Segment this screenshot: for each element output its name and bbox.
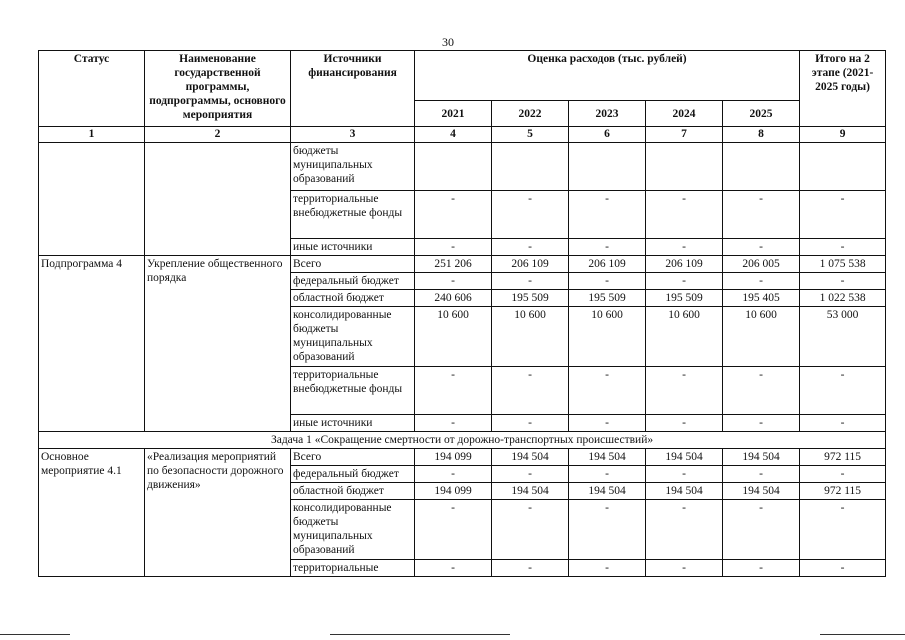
value-cell: - (800, 560, 886, 577)
value-cell: - (646, 466, 723, 483)
value-cell: - (492, 273, 569, 290)
value-cell: - (646, 500, 723, 560)
source-cell: консолидированные бюджеты муниципальных образований (291, 307, 415, 367)
value-cell: - (415, 560, 492, 577)
value-cell: 53 000 (800, 307, 886, 367)
value-cell: 206 005 (723, 256, 800, 273)
value-cell: - (723, 415, 800, 432)
source-cell: территориальные внебюджетные фонды (291, 367, 415, 415)
source-cell: иные источники (291, 239, 415, 256)
value-cell: - (800, 367, 886, 415)
value-cell: - (646, 367, 723, 415)
value-cell: 194 504 (723, 483, 800, 500)
value-cell: - (492, 239, 569, 256)
value-cell: - (492, 560, 569, 577)
scan-artifact-line (0, 634, 70, 635)
table-row (39, 256, 886, 273)
value-cell: 1 075 538 (800, 256, 886, 273)
value-cell: 251 206 (415, 256, 492, 273)
value-cell: - (723, 367, 800, 415)
source-cell: бюджеты муниципальных образований (291, 143, 415, 191)
source-cell: Всего (291, 449, 415, 466)
value-cell (569, 143, 646, 191)
source-cell: федеральный бюджет (291, 273, 415, 290)
index-cell: 6 (569, 127, 646, 143)
source-cell: территориальные (291, 560, 415, 577)
value-cell: - (646, 560, 723, 577)
value-cell: 10 600 (415, 307, 492, 367)
index-cell: 3 (291, 127, 415, 143)
value-cell: 972 115 (800, 449, 886, 466)
value-cell: 195 509 (569, 290, 646, 307)
value-cell: - (415, 191, 492, 239)
value-cell: - (492, 191, 569, 239)
index-cell: 7 (646, 127, 723, 143)
table-header (39, 51, 886, 143)
task-title: Задача 1 «Сокращение смертности от дорожно-транспортных происшествий» (39, 432, 886, 449)
index-cell: 4 (415, 127, 492, 143)
value-cell: 10 600 (646, 307, 723, 367)
value-cell: - (569, 367, 646, 415)
value-cell: - (415, 466, 492, 483)
header-year-2024: 2024 (646, 101, 723, 127)
value-cell (492, 143, 569, 191)
value-cell: 10 600 (492, 307, 569, 367)
value-cell: - (800, 191, 886, 239)
value-cell: 194 504 (569, 483, 646, 500)
value-cell: - (723, 191, 800, 239)
header-total: Итого на 2 этапе (2021-2025 годы) (800, 51, 886, 127)
value-cell: 194 504 (492, 449, 569, 466)
value-cell: 206 109 (569, 256, 646, 273)
value-cell: 194 099 (415, 483, 492, 500)
value-cell: - (569, 273, 646, 290)
value-cell: 194 504 (492, 483, 569, 500)
value-cell: - (723, 560, 800, 577)
page-number: 30 (442, 35, 454, 49)
table-body (39, 143, 886, 577)
value-cell: - (415, 273, 492, 290)
value-cell: - (800, 239, 886, 256)
value-cell: 10 600 (723, 307, 800, 367)
value-cell: - (723, 273, 800, 290)
source-cell: консолидированные бюджеты муниципальных образований (291, 500, 415, 560)
index-cell: 9 (800, 127, 886, 143)
header-status: Статус (39, 51, 145, 127)
value-cell (415, 143, 492, 191)
value-cell (800, 143, 886, 191)
value-cell: - (723, 466, 800, 483)
value-cell: - (646, 415, 723, 432)
value-cell: 194 099 (415, 449, 492, 466)
header-year-2025: 2025 (723, 101, 800, 127)
value-cell: 240 606 (415, 290, 492, 307)
source-cell: иные источники (291, 415, 415, 432)
value-cell: 195 509 (492, 290, 569, 307)
source-cell: федеральный бюджет (291, 466, 415, 483)
value-cell: 194 504 (723, 449, 800, 466)
value-cell: - (646, 239, 723, 256)
status-cell (39, 143, 145, 256)
header-sources: Источники финансирования (291, 51, 415, 127)
value-cell: - (492, 466, 569, 483)
value-cell: - (415, 500, 492, 560)
table-row (39, 143, 886, 191)
value-cell (646, 143, 723, 191)
value-cell: 1 022 538 (800, 290, 886, 307)
source-cell: территориальные внебюджетные фонды (291, 191, 415, 239)
value-cell: - (415, 367, 492, 415)
value-cell: - (646, 191, 723, 239)
value-cell: - (415, 239, 492, 256)
index-cell: 8 (723, 127, 800, 143)
value-cell: - (800, 466, 886, 483)
name-cell (145, 143, 291, 256)
value-cell: - (492, 367, 569, 415)
source-cell: Всего (291, 256, 415, 273)
name-cell: Укрепление общественного порядка (145, 256, 291, 432)
value-cell: - (569, 415, 646, 432)
status-cell: Подпрограмма 4 (39, 256, 145, 432)
value-cell: - (646, 273, 723, 290)
value-cell: - (415, 415, 492, 432)
index-cell: 1 (39, 127, 145, 143)
table-row (39, 449, 886, 466)
table-container (38, 50, 886, 577)
value-cell: - (569, 466, 646, 483)
value-cell: 195 405 (723, 290, 800, 307)
value-cell: - (569, 191, 646, 239)
value-cell: - (492, 415, 569, 432)
value-cell: 194 504 (569, 449, 646, 466)
source-cell: областной бюджет (291, 290, 415, 307)
value-cell: 194 504 (646, 483, 723, 500)
value-cell: 206 109 (492, 256, 569, 273)
index-cell: 5 (492, 127, 569, 143)
value-cell: - (569, 239, 646, 256)
source-cell: областной бюджет (291, 483, 415, 500)
header-year-2022: 2022 (492, 101, 569, 127)
header-expenses: Оценка расходов (тыс. рублей) (415, 51, 800, 101)
value-cell: - (569, 500, 646, 560)
value-cell: - (569, 560, 646, 577)
name-cell: «Реализация мероприятий по безопасности дорожного движения» (145, 449, 291, 577)
task-row (39, 432, 886, 449)
value-cell (723, 143, 800, 191)
value-cell: - (723, 500, 800, 560)
value-cell: - (492, 500, 569, 560)
status-cell: Основное мероприятие 4.1 (39, 449, 145, 577)
financing-table (38, 50, 886, 577)
index-row (39, 127, 886, 143)
value-cell: 195 509 (646, 290, 723, 307)
value-cell: - (800, 500, 886, 560)
header-year-2023: 2023 (569, 101, 646, 127)
value-cell: - (723, 239, 800, 256)
value-cell: 972 115 (800, 483, 886, 500)
value-cell: 10 600 (569, 307, 646, 367)
value-cell: 206 109 (646, 256, 723, 273)
index-cell: 2 (145, 127, 291, 143)
scan-artifact-line (820, 634, 905, 635)
header-year-2021: 2021 (415, 101, 492, 127)
value-cell: 194 504 (646, 449, 723, 466)
header-name: Наименование государственной программы, подпрограммы, основного мероприятия (145, 51, 291, 127)
scan-artifact-line (330, 634, 510, 635)
value-cell: - (800, 415, 886, 432)
value-cell: - (800, 273, 886, 290)
